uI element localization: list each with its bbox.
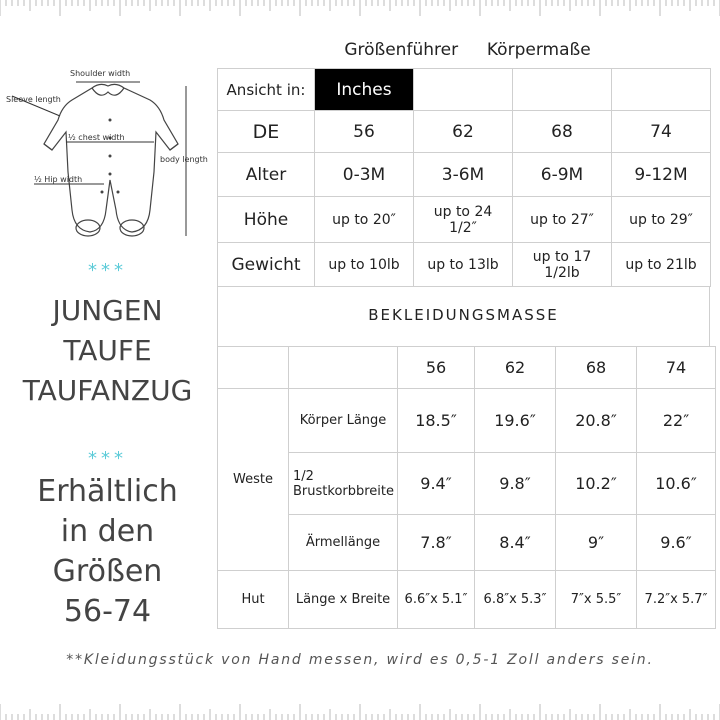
weight-cell: up to 10lb — [315, 243, 414, 287]
size-header: 74 — [637, 347, 716, 389]
measure-cell: 7″x 5.5″ — [556, 571, 637, 629]
row-label-gewicht: Gewicht — [218, 243, 315, 287]
size-cell: 68 — [513, 111, 612, 153]
height-cell: up to 29″ — [612, 197, 711, 243]
ruler-bottom — [0, 700, 720, 720]
height-cell: up to 27″ — [513, 197, 612, 243]
footer-note: **Kleidungsstück von Hand messen, wird es 0,5-1 Zoll anders sein. — [66, 652, 654, 668]
promo-line-groessen: Größen — [52, 554, 163, 589]
decor-stars-top: *** — [88, 260, 127, 281]
weight-cell: up to 13lb — [414, 243, 513, 287]
size-table — [217, 68, 711, 287]
age-cell: 9-12M — [612, 153, 711, 197]
promo-line-size-range: 56-74 — [63, 594, 152, 629]
age-cell: 3-6M — [414, 153, 513, 197]
measure-cell: 6.8″x 5.3″ — [475, 571, 556, 629]
measure-cell: 9″ — [556, 515, 637, 571]
measure-cell: 9.6″ — [637, 515, 716, 571]
size-header: 62 — [475, 347, 556, 389]
title-size-guide: Größenführer — [344, 40, 459, 60]
age-cell: 0-3M — [315, 153, 414, 197]
size-header: 68 — [556, 347, 637, 389]
page-title — [220, 40, 715, 60]
hip-width-label: ½ Hip width — [34, 175, 83, 184]
row-label-de: DE — [218, 111, 315, 153]
promo-line-taufanzug: TAUFANZUG — [22, 374, 193, 407]
measure-cell: 7.2″x 5.7″ — [637, 571, 716, 629]
measure-cell: 10.6″ — [637, 453, 716, 515]
weight-cell: up to 17 1/2lb — [513, 243, 612, 287]
title-body-measurements: Körpermaße — [486, 40, 591, 60]
measure-cell: 22″ — [637, 389, 716, 453]
body-length-label: body length — [160, 155, 208, 164]
promo-line-erhaeltlich: Erhältlich — [37, 474, 178, 509]
measure-label: Ärmellänge — [289, 515, 398, 571]
promo-line-taufe: TAUFE — [63, 334, 152, 367]
measure-label: Körper Länge — [289, 389, 398, 453]
age-cell: 6-9M — [513, 153, 612, 197]
decor-stars-bottom: *** — [88, 448, 127, 469]
size-cell: 56 — [315, 111, 414, 153]
measure-cell: 9.4″ — [398, 453, 475, 515]
measure-cell: 20.8″ — [556, 389, 637, 453]
ruler-top — [0, 0, 720, 20]
promo-line-jungen: JUNGEN — [52, 294, 163, 327]
empty-cell — [218, 347, 289, 389]
size-header: 56 — [398, 347, 475, 389]
measure-cell: 6.6″x 5.1″ — [398, 571, 475, 629]
measure-cell: 18.5″ — [398, 389, 475, 453]
chest-width-label: ½ chest width — [68, 133, 125, 142]
measure-label: Länge x Breite — [289, 571, 398, 629]
section-title: BEKLEIDUNGSMASSE — [217, 286, 710, 346]
empty-cell — [513, 69, 612, 111]
measure-cell: 8.4″ — [475, 515, 556, 571]
unit-selector[interactable]: Inches — [315, 69, 414, 111]
group-label-hut: Hut — [218, 571, 289, 629]
measure-label: 1/2 Brustkorbbreite — [289, 453, 398, 515]
group-label-weste: Weste — [218, 389, 289, 571]
measure-cell: 9.8″ — [475, 453, 556, 515]
measure-cell: 19.6″ — [475, 389, 556, 453]
weight-cell: up to 21lb — [612, 243, 711, 287]
sleeve-length-label: Sleeve length — [6, 95, 61, 104]
row-label-alter: Alter — [218, 153, 315, 197]
shoulder-width-label: Shoulder width — [70, 69, 131, 78]
size-cell: 62 — [414, 111, 513, 153]
measure-cell: 10.2″ — [556, 453, 637, 515]
empty-cell — [414, 69, 513, 111]
promo-line-in-den: in den — [60, 514, 155, 549]
height-cell: up to 24 1/2″ — [414, 197, 513, 243]
height-cell: up to 20″ — [315, 197, 414, 243]
garment-table — [217, 346, 716, 629]
garment-diagram — [0, 60, 215, 250]
empty-cell — [289, 347, 398, 389]
size-cell: 74 — [612, 111, 711, 153]
measure-cell: 7.8″ — [398, 515, 475, 571]
unit-label: Ansicht in: — [218, 69, 315, 111]
row-label-hoehe: Höhe — [218, 197, 315, 243]
empty-cell — [612, 69, 711, 111]
